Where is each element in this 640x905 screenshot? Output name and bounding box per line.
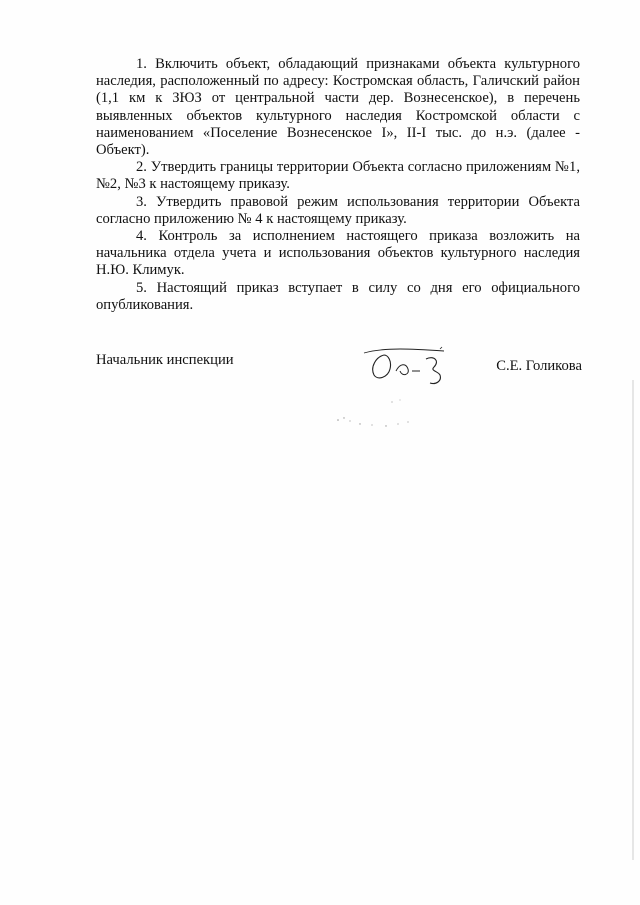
order-item-4: 4. Контроль за исполнением настоящего приказа возложить на начальника отдела учета и использования объектов культурного наследия Н.Ю. Климук. — [96, 228, 580, 279]
order-item-2: 2. Утвердить границы территории Объекта согласно приложениям №1, №2, №3 к настоящему приказу. — [96, 159, 580, 193]
order-body — [96, 56, 580, 314]
signatory-title: Начальник инспекции — [96, 352, 234, 368]
handwritten-signature — [354, 341, 474, 387]
signature-block — [96, 349, 584, 379]
order-item-5: 5. Настоящий приказ вступает в силу со дня его официального опубликования. — [96, 279, 580, 313]
signatory-name: С.Е. Голикова — [496, 358, 582, 374]
scan-edge-mark — [632, 380, 634, 860]
order-item-3: 3. Утвердить правовой режим использования территории Объекта согласно приложению № 4 к настоящему приказу. — [96, 193, 580, 227]
faint-stamp-trace — [330, 396, 420, 436]
order-item-1: 1. Включить объект, обладающий признаками объекта культурного наследия, расположенный по адресу: Костромская область, Галичский район (1,1 км к ЗЮЗ от центральной части дер. Вознесенское), в перечень выявленных объектов культурного наследия Костромской области с наименованием «Поселение Вознесенское I», II-I тыс. до н.э. (далее - Объект). — [96, 56, 580, 159]
